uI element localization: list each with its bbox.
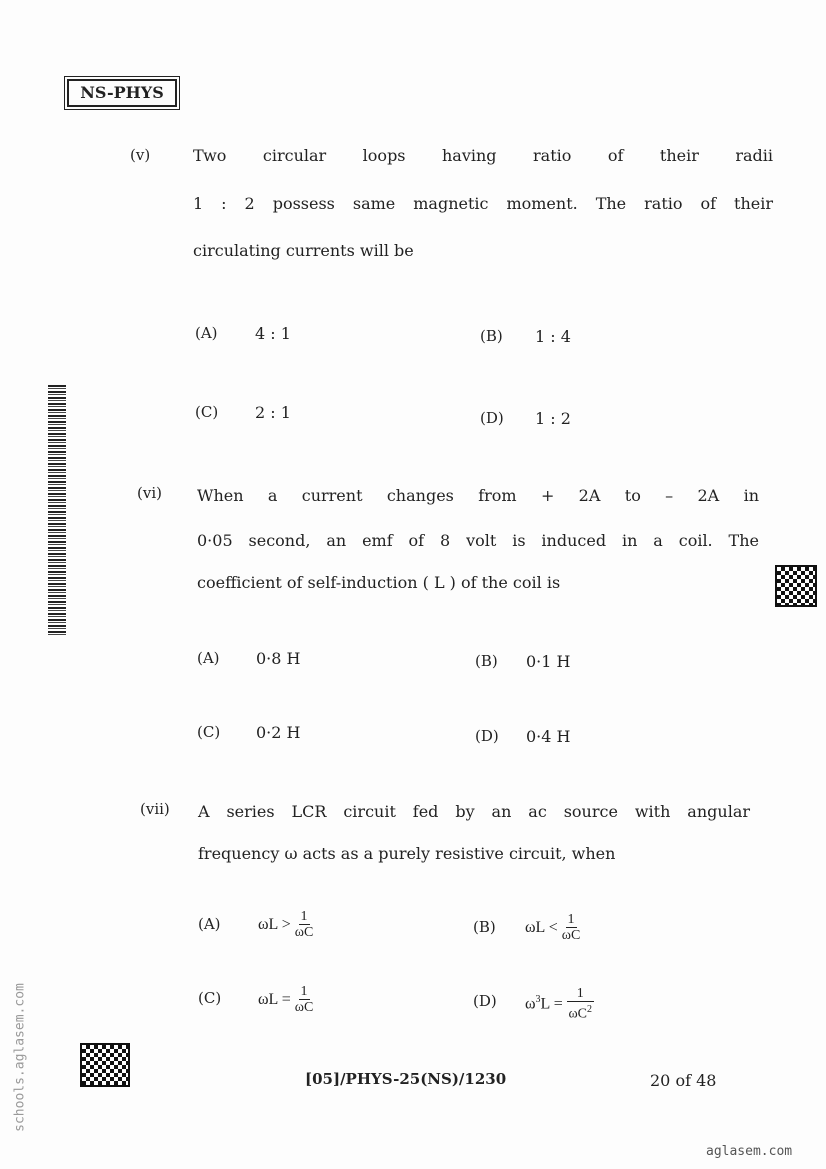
question-text-line: Two circular loops having ratio of their radii [193,146,773,165]
denominator: ωC [294,925,314,940]
option-value: 0·2 H [256,723,301,742]
formula-lhs [525,994,563,1013]
numerator: 1 [567,912,575,927]
page-number: 20 of 48 [650,1071,717,1090]
question-text-line: frequency ω acts as a purely resistive circuit, when [198,844,616,863]
option-value: 0·4 H [526,727,571,746]
barcode [48,385,66,635]
numerator: 1 [300,909,308,924]
option-label: (B) [480,327,503,345]
denominator [568,1002,592,1022]
qr-code [775,565,817,607]
watermark-text: aglasem.com [706,1144,793,1159]
formula-lhs: ωL = [258,990,291,1008]
option-value: 4 : 1 [255,324,291,343]
formula-lhs: ωL > [258,915,291,933]
option-formula [258,984,313,1015]
denominator-base: ωC [568,1006,588,1022]
option-label: (D) [475,727,499,745]
formula-lhs-rest: L = [540,995,563,1013]
option-formula [525,986,594,1022]
option-formula [525,912,580,943]
question-text-line: circulating currents will be [193,241,414,260]
option-formula [258,909,313,940]
denominator: ωC [294,1000,314,1015]
option-label: (C) [197,723,221,741]
fraction [567,986,594,1022]
option-label: (B) [473,918,496,936]
numerator: 1 [567,986,594,1002]
option-label: (D) [473,992,497,1010]
exponent: 3 [535,994,541,1006]
question-number: (vii) [140,800,170,818]
vertical-watermark: schools.aglasem.com [12,983,28,1132]
question-number: (v) [130,146,151,164]
footer-paper-code: [05]/PHYS-25(NS)/1230 [305,1070,507,1088]
option-label: (C) [195,403,219,421]
option-label: (A) [195,324,218,342]
exponent: 2 [587,1004,593,1015]
qr-code [80,1043,130,1087]
option-value: 2 : 1 [255,403,291,422]
option-value: 0·1 H [526,652,571,671]
option-label: (C) [198,989,222,1007]
option-label: (A) [198,915,221,933]
omega: ω [525,995,536,1013]
option-label: (B) [475,652,498,670]
question-text-line: 1 : 2 possess same magnetic moment. The ratio of their [193,194,773,213]
fraction [562,912,581,943]
option-value: 0·8 H [256,649,301,668]
option-label: (D) [480,409,504,427]
fraction [295,909,314,940]
fraction [295,984,314,1015]
paper-code-box: NS-PHYS [67,79,177,107]
option-value: 1 : 4 [535,327,571,346]
question-text-line: A series LCR circuit fed by an ac source with angular [198,802,750,821]
denominator: ωC [561,928,581,943]
numerator: 1 [300,984,308,999]
option-value: 1 : 2 [535,409,571,428]
formula-lhs: ωL < [525,918,558,936]
option-label: (A) [197,649,220,667]
question-number: (vi) [137,484,162,502]
question-text-line: coefficient of self-induction ( L ) of the coil is [197,573,561,592]
question-text-line: When a current changes from + 2A to – 2A in [197,486,759,505]
question-text-line: 0·05 second, an emf of 8 volt is induced in a coil. The [197,531,759,550]
